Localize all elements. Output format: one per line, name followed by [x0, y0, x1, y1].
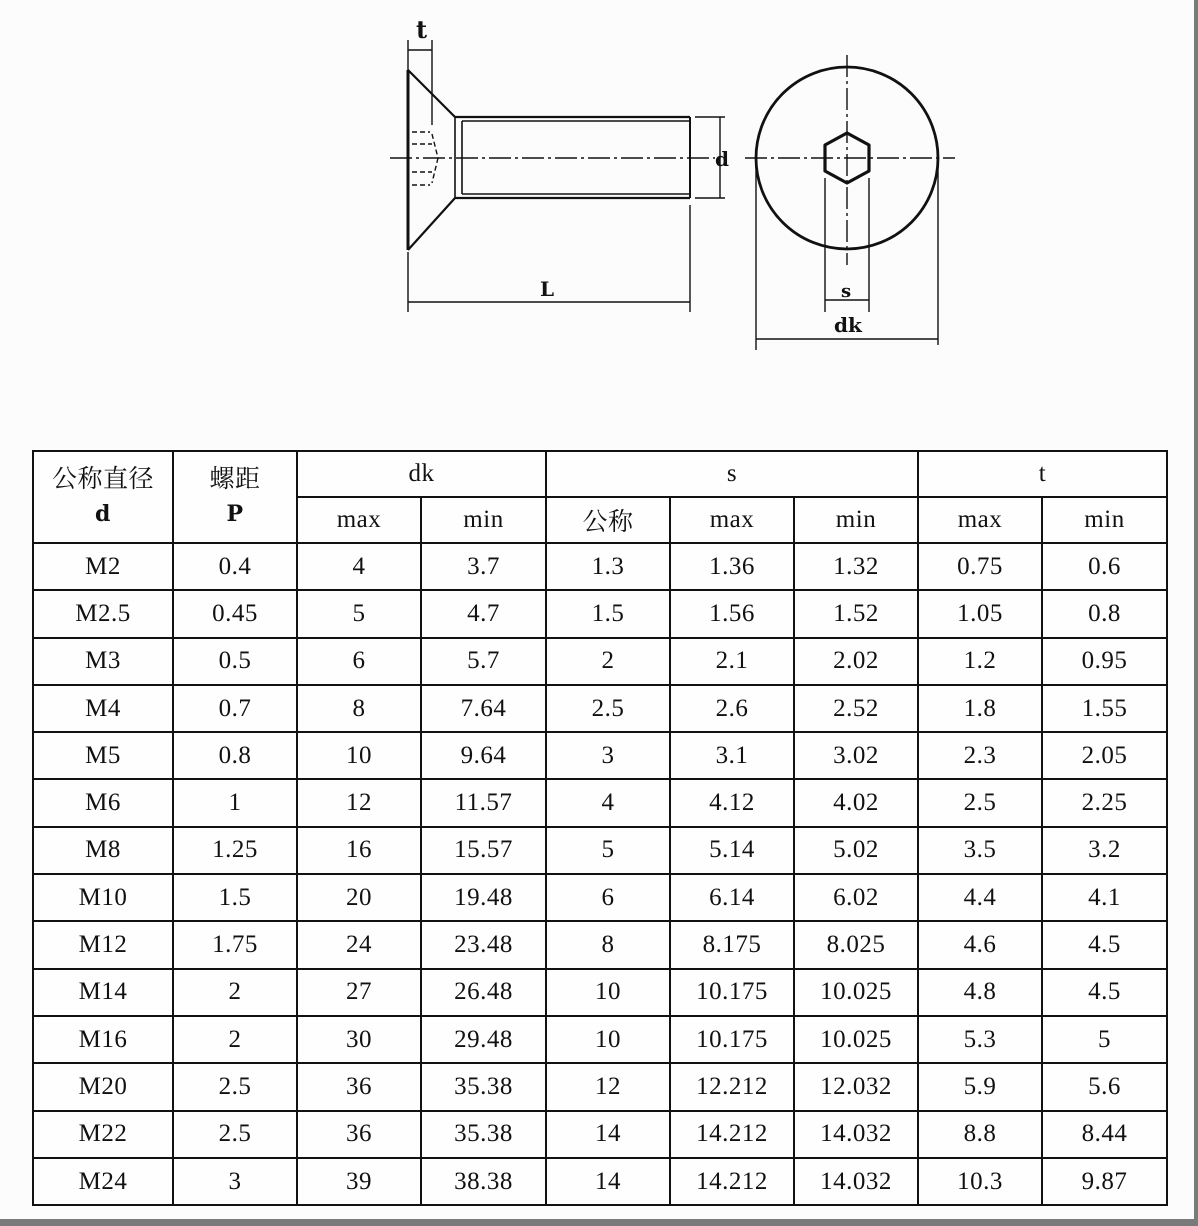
cell-dk-max: 27 — [297, 969, 421, 1016]
cell-s-min: 6.02 — [794, 874, 918, 921]
table-row — [33, 1016, 1167, 1063]
cell-dk-max: 10 — [297, 732, 421, 779]
cell-t-min: 5.6 — [1042, 1063, 1167, 1110]
cell-d: M8 — [33, 827, 173, 874]
cell-t-min: 4.5 — [1042, 921, 1167, 968]
cell-t-min: 2.05 — [1042, 732, 1167, 779]
header-t-min: min — [1042, 497, 1167, 543]
cell-s-nom: 10 — [546, 1016, 670, 1063]
table-row — [33, 638, 1167, 685]
cell-s-max: 1.56 — [670, 590, 794, 637]
cell-s-min: 3.02 — [794, 732, 918, 779]
table-row — [33, 590, 1167, 637]
header-nominal-diameter — [33, 451, 173, 543]
cell-d: M2 — [33, 543, 173, 590]
table-row — [33, 732, 1167, 779]
cell-d: M2.5 — [33, 590, 173, 637]
cell-t-max: 5.3 — [918, 1016, 1042, 1063]
cell-dk-max: 30 — [297, 1016, 421, 1063]
cell-p: 0.5 — [173, 638, 297, 685]
cell-t-min: 4.1 — [1042, 874, 1167, 921]
cell-s-min: 4.02 — [794, 779, 918, 826]
cell-t-max: 1.2 — [918, 638, 1042, 685]
cell-t-max: 8.8 — [918, 1111, 1042, 1158]
page-edge-right — [1194, 0, 1198, 1226]
table-body — [33, 543, 1167, 1205]
cell-t-min: 0.95 — [1042, 638, 1167, 685]
cell-t-max: 4.4 — [918, 874, 1042, 921]
cell-s-min: 8.025 — [794, 921, 918, 968]
cell-t-max: 4.8 — [918, 969, 1042, 1016]
cell-d: M5 — [33, 732, 173, 779]
cell-p: 3 — [173, 1158, 297, 1205]
table-row — [33, 827, 1167, 874]
table-row — [33, 1063, 1167, 1110]
cell-t-max: 0.75 — [918, 543, 1042, 590]
cell-dk-max: 36 — [297, 1111, 421, 1158]
cell-t-max: 1.05 — [918, 590, 1042, 637]
cell-p: 0.45 — [173, 590, 297, 637]
table-row — [33, 685, 1167, 732]
header-group-s: s — [546, 451, 918, 497]
cell-p: 1 — [173, 779, 297, 826]
table-row — [33, 969, 1167, 1016]
cell-t-min: 1.55 — [1042, 685, 1167, 732]
cell-t-max: 5.9 — [918, 1063, 1042, 1110]
cell-s-nom: 12 — [546, 1063, 670, 1110]
cell-dk-min: 26.48 — [421, 969, 546, 1016]
cell-dk-min: 35.38 — [421, 1111, 546, 1158]
header-nominal-diameter-symbol: d — [95, 501, 111, 527]
header-pitch-cn: 螺距 — [209, 466, 261, 493]
label-L: L — [540, 277, 555, 301]
cell-p: 2.5 — [173, 1111, 297, 1158]
table-row — [33, 1111, 1167, 1158]
cell-dk-min: 19.48 — [421, 874, 546, 921]
cell-d: M3 — [33, 638, 173, 685]
cell-dk-max: 12 — [297, 779, 421, 826]
cell-t-min: 2.25 — [1042, 779, 1167, 826]
cell-p: 1.25 — [173, 827, 297, 874]
header-dk-min: min — [421, 497, 546, 543]
cell-p: 1.5 — [173, 874, 297, 921]
cell-s-max: 10.175 — [670, 969, 794, 1016]
cell-p: 0.8 — [173, 732, 297, 779]
header-s-min: min — [794, 497, 918, 543]
cell-s-nom: 1.3 — [546, 543, 670, 590]
cell-p: 0.4 — [173, 543, 297, 590]
cell-dk-max: 6 — [297, 638, 421, 685]
cell-s-min: 14.032 — [794, 1111, 918, 1158]
cell-p: 1.75 — [173, 921, 297, 968]
cell-s-min: 5.02 — [794, 827, 918, 874]
table-row — [33, 779, 1167, 826]
cell-s-max: 2.1 — [670, 638, 794, 685]
cell-t-max: 4.6 — [918, 921, 1042, 968]
header-group-t: t — [918, 451, 1167, 497]
cell-dk-min: 35.38 — [421, 1063, 546, 1110]
cell-dk-min: 11.57 — [421, 779, 546, 826]
label-t: t — [416, 15, 428, 44]
cell-s-nom: 6 — [546, 874, 670, 921]
cell-dk-max: 24 — [297, 921, 421, 968]
cell-s-nom: 4 — [546, 779, 670, 826]
cell-d: M10 — [33, 874, 173, 921]
cell-t-max: 2.3 — [918, 732, 1042, 779]
cell-t-max: 1.8 — [918, 685, 1042, 732]
header-row-groups — [33, 451, 1167, 497]
cell-s-nom: 2 — [546, 638, 670, 685]
cell-d: M24 — [33, 1158, 173, 1205]
cell-s-max: 8.175 — [670, 921, 794, 968]
cell-t-max: 3.5 — [918, 827, 1042, 874]
cell-s-min: 1.52 — [794, 590, 918, 637]
cell-s-min: 2.52 — [794, 685, 918, 732]
cell-s-nom: 10 — [546, 969, 670, 1016]
cell-s-max: 14.212 — [670, 1158, 794, 1205]
cell-s-min: 10.025 — [794, 1016, 918, 1063]
cell-s-nom: 14 — [546, 1111, 670, 1158]
header-t-max: max — [918, 497, 1042, 543]
cell-s-max: 5.14 — [670, 827, 794, 874]
table-row — [33, 543, 1167, 590]
cell-p: 0.7 — [173, 685, 297, 732]
cell-s-nom: 2.5 — [546, 685, 670, 732]
cell-s-max: 4.12 — [670, 779, 794, 826]
cell-s-nom: 3 — [546, 732, 670, 779]
screw-diagram — [380, 0, 980, 360]
cell-s-min: 12.032 — [794, 1063, 918, 1110]
cell-s-max: 6.14 — [670, 874, 794, 921]
cell-dk-min: 23.48 — [421, 921, 546, 968]
page-edge-bottom — [0, 1219, 1198, 1226]
cell-dk-max: 5 — [297, 590, 421, 637]
cell-s-max: 3.1 — [670, 732, 794, 779]
cell-s-min: 10.025 — [794, 969, 918, 1016]
cell-d: M20 — [33, 1063, 173, 1110]
cell-dk-max: 20 — [297, 874, 421, 921]
header-dk-max: max — [297, 497, 421, 543]
header-pitch — [173, 451, 297, 543]
label-s: s — [841, 281, 852, 302]
cell-s-max: 1.36 — [670, 543, 794, 590]
cell-dk-max: 39 — [297, 1158, 421, 1205]
cell-d: M14 — [33, 969, 173, 1016]
label-d: d — [715, 147, 729, 171]
cell-s-min: 14.032 — [794, 1158, 918, 1205]
cell-dk-min: 15.57 — [421, 827, 546, 874]
cell-dk-max: 4 — [297, 543, 421, 590]
table-row — [33, 874, 1167, 921]
cell-p: 2 — [173, 969, 297, 1016]
cell-t-min: 4.5 — [1042, 969, 1167, 1016]
cell-t-min: 0.8 — [1042, 590, 1167, 637]
cell-dk-max: 16 — [297, 827, 421, 874]
header-s-max: max — [670, 497, 794, 543]
cell-s-max: 10.175 — [670, 1016, 794, 1063]
cell-t-min: 3.2 — [1042, 827, 1167, 874]
cell-p: 2.5 — [173, 1063, 297, 1110]
cell-s-nom: 5 — [546, 827, 670, 874]
screw-spec-table — [32, 450, 1168, 1206]
cell-d: M12 — [33, 921, 173, 968]
cell-t-min: 5 — [1042, 1016, 1167, 1063]
cell-dk-min: 3.7 — [421, 543, 546, 590]
cell-t-max: 2.5 — [918, 779, 1042, 826]
cell-t-max: 10.3 — [918, 1158, 1042, 1205]
cell-t-min: 9.87 — [1042, 1158, 1167, 1205]
cell-s-min: 2.02 — [794, 638, 918, 685]
header-group-dk: dk — [297, 451, 546, 497]
cell-s-nom: 14 — [546, 1158, 670, 1205]
cell-t-min: 0.6 — [1042, 543, 1167, 590]
cell-d: M6 — [33, 779, 173, 826]
cell-d: M16 — [33, 1016, 173, 1063]
cell-dk-min: 29.48 — [421, 1016, 546, 1063]
cell-dk-min: 5.7 — [421, 638, 546, 685]
cell-s-nom: 8 — [546, 921, 670, 968]
cell-dk-min: 38.38 — [421, 1158, 546, 1205]
cell-dk-min: 7.64 — [421, 685, 546, 732]
cell-dk-min: 9.64 — [421, 732, 546, 779]
header-pitch-symbol: P — [226, 501, 244, 527]
cell-p: 2 — [173, 1016, 297, 1063]
cell-t-min: 8.44 — [1042, 1111, 1167, 1158]
cell-dk-max: 8 — [297, 685, 421, 732]
table-row — [33, 921, 1167, 968]
table-row — [33, 1158, 1167, 1205]
header-nominal-diameter-cn: 公称直径 — [51, 466, 154, 493]
cell-dk-max: 36 — [297, 1063, 421, 1110]
cell-dk-min: 4.7 — [421, 590, 546, 637]
cell-s-nom: 1.5 — [546, 590, 670, 637]
cell-s-min: 1.32 — [794, 543, 918, 590]
cell-d: M22 — [33, 1111, 173, 1158]
cell-s-max: 14.212 — [670, 1111, 794, 1158]
label-dk: dk — [834, 313, 862, 337]
cell-s-max: 2.6 — [670, 685, 794, 732]
cell-s-max: 12.212 — [670, 1063, 794, 1110]
cell-d: M4 — [33, 685, 173, 732]
header-s-nominal: 公称 — [546, 497, 670, 543]
